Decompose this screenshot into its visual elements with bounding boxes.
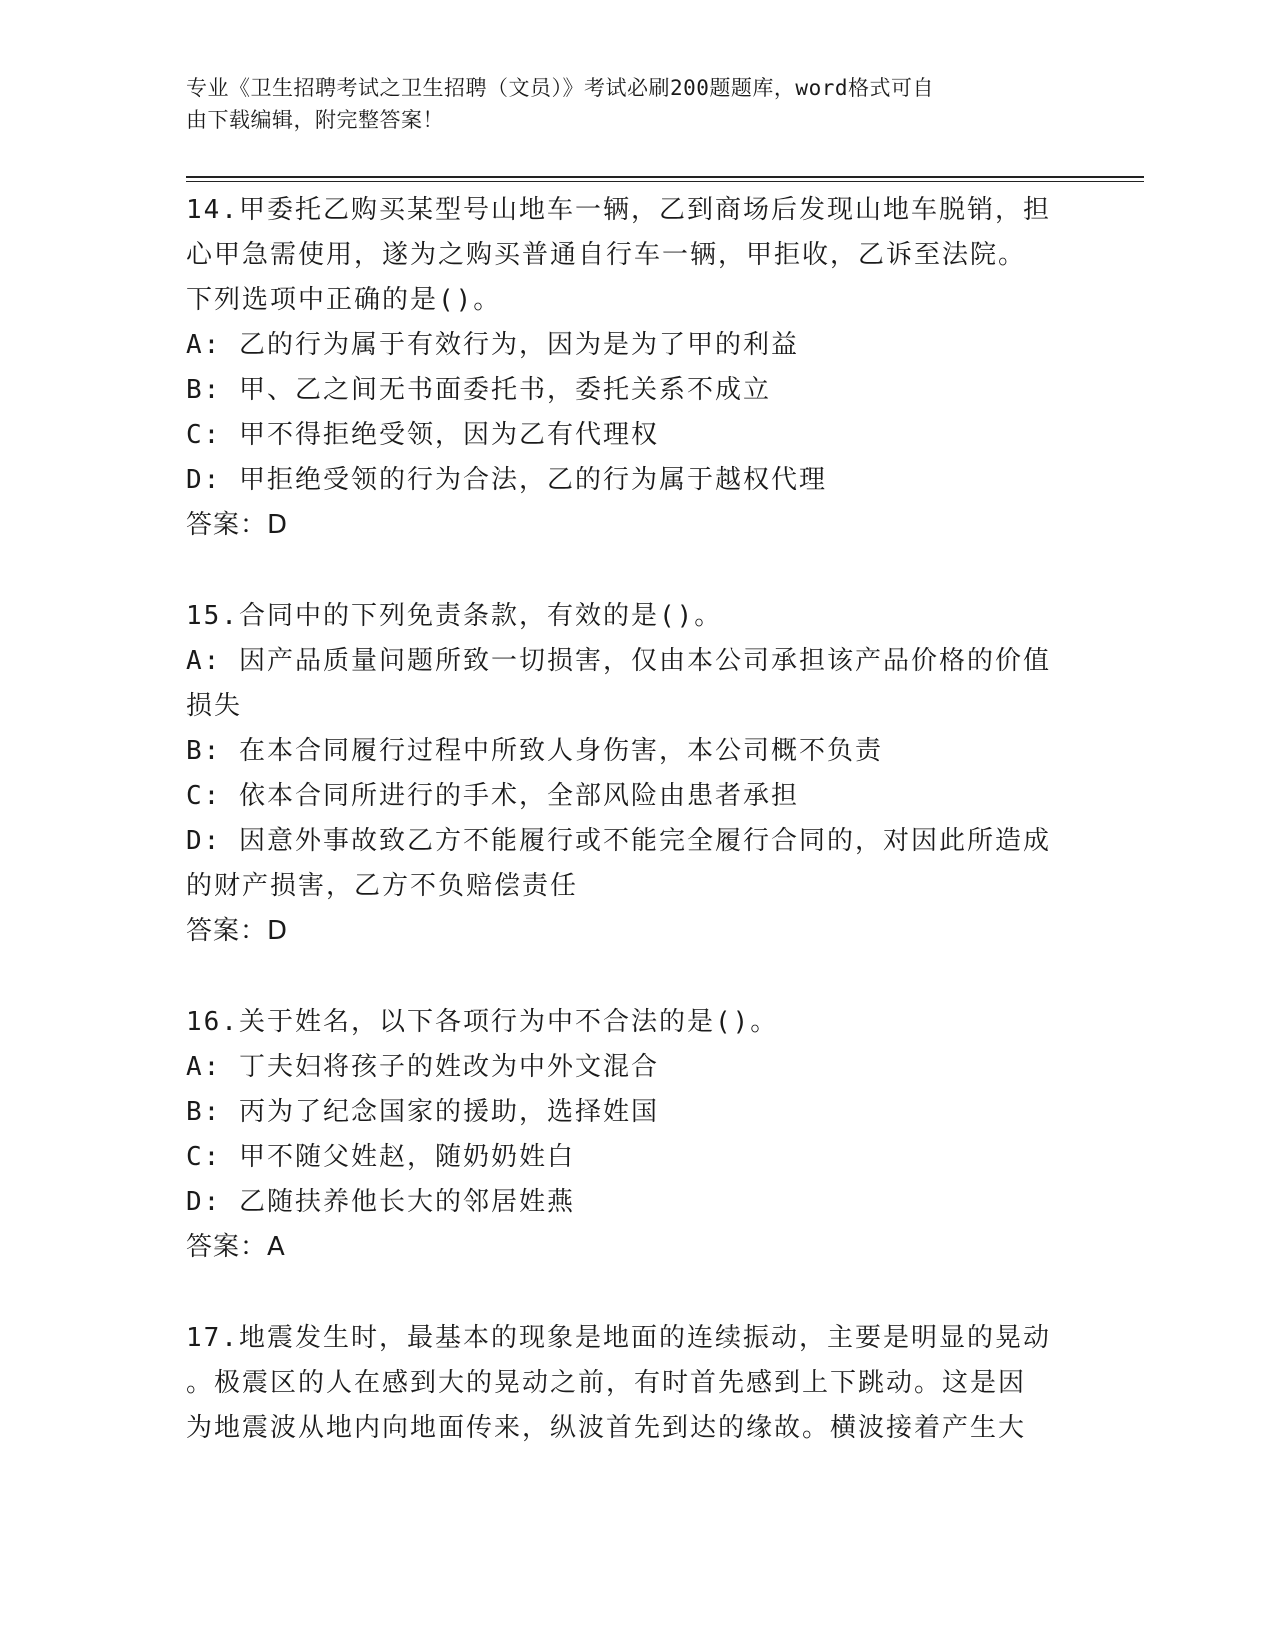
option-a: A: 丁夫妇将孩子的姓改为中外文混合 [186, 1052, 659, 1082]
question-17 [186, 1316, 1066, 1451]
question-text-line: 17.地震发生时，最基本的现象是地面的连续振动，主要是明显的晃动 [186, 1323, 1051, 1353]
option-b: B: 甲、乙之间无书面委托书，委托关系不成立 [186, 375, 771, 405]
option-c: C: 依本合同所进行的手术，全部风险由患者承担 [186, 781, 799, 811]
question-text-line: 15.合同中的下列免责条款，有效的是()。 [186, 601, 723, 631]
question-14 [186, 188, 1066, 548]
question-text-line: 下列选项中正确的是()。 [186, 285, 502, 315]
question-text-line: 14.甲委托乙购买某型号山地车一辆，乙到商场后发现山地车脱销，担 [186, 195, 1051, 225]
option-d-continued: 的财产损害，乙方不负赔偿责任 [186, 871, 579, 901]
question-text-line: 为地震波从地内向地面传来，纵波首先到达的缘故。横波接着产生大 [186, 1413, 1027, 1443]
option-a: A: 乙的行为属于有效行为，因为是为了甲的利益 [186, 330, 799, 360]
option-d: D: 因意外事故致乙方不能履行或不能完全履行合同的，对因此所造成 [186, 826, 1051, 856]
option-d: D: 乙随扶养他长大的邻居姓燕 [186, 1187, 575, 1217]
option-a: A: 因产品质量问题所致一切损害，仅由本公司承担该产品价格的价值 [186, 646, 1051, 676]
page-header [186, 72, 1066, 136]
option-d: D: 甲拒绝受领的行为合法，乙的行为属于越权代理 [186, 465, 827, 495]
option-c: C: 甲不随父姓赵，随奶奶姓白 [186, 1142, 575, 1172]
header-rule-thick [186, 176, 1144, 178]
question-16 [186, 1000, 1066, 1270]
answer-label: 答案：D [186, 510, 289, 540]
header-line-1: 专业《卫生招聘考试之卫生招聘（文员）》考试必刷200题题库，word格式可自 [186, 76, 934, 100]
question-text-line: 16.关于姓名，以下各项行为中不合法的是()。 [186, 1007, 779, 1037]
option-b: B: 丙为了纪念国家的援助，选择姓国 [186, 1097, 659, 1127]
answer-label: 答案：A [186, 1232, 286, 1262]
question-list [186, 188, 1066, 1497]
question-15 [186, 594, 1066, 954]
question-text-line: 心甲急需使用，遂为之购买普通自行车一辆，甲拒收，乙诉至法院。 [186, 240, 1027, 270]
question-text-line: 。极震区的人在感到大的晃动之前，有时首先感到上下跳动。这是因 [186, 1368, 1027, 1398]
header-rule-thin [186, 181, 1144, 182]
option-c: C: 甲不得拒绝受领，因为乙有代理权 [186, 420, 659, 450]
answer-label: 答案：D [186, 916, 289, 946]
option-a-continued: 损失 [186, 691, 243, 721]
header-line-2: 由下载编辑，附完整答案！ [186, 108, 444, 132]
option-b: B: 在本合同履行过程中所致人身伤害，本公司概不负责 [186, 736, 883, 766]
